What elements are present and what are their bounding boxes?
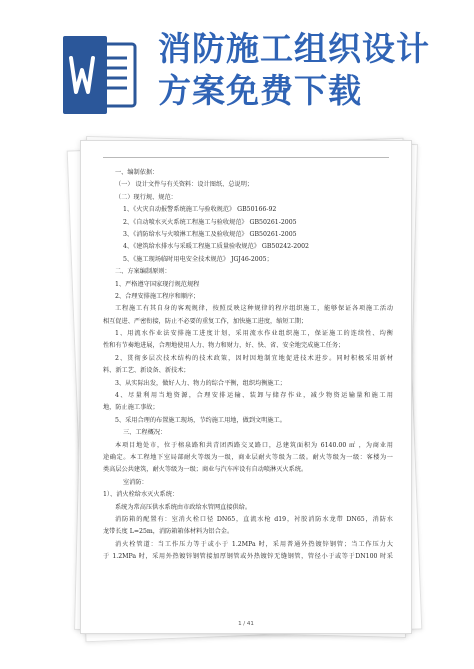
- document-line: （二）现行规、规范：: [115, 193, 177, 201]
- word-document-icon: [63, 36, 137, 114]
- document-line: 性和有节奏地进展，合理地使用人力、物力和财力，好、快、省、安全地完成施工任务；: [103, 342, 345, 350]
- banner-title: [158, 28, 458, 112]
- document-line: 系统为常高压供水系统由市政给水管网直接供给。: [115, 503, 252, 511]
- document-line: 5、采用合理的布置施工现场，节约施工用地，做到文明施工。: [115, 416, 286, 424]
- document-line: 类高层公共建筑，耐火等级为一级；商业与汽车库设有自动喷淋灭火系统。: [103, 466, 308, 474]
- header-rule: [103, 157, 389, 158]
- document-line: 一、编制依据：: [115, 169, 159, 176]
- document-line: 消火栓管道：当工作压力等于或小于 1.2MPa 时，采用普通外热镀锌钢管；当工作压力大: [115, 540, 393, 548]
- document-line: 3、《消防给水与火喷淋工程施工及验收规范》 GB50261-2005: [123, 230, 297, 238]
- document-body: [103, 167, 393, 564]
- document-line: 5、《施工现场临时用电安全技术规范》 JGJ46-2005；: [123, 255, 273, 263]
- download-banner: [0, 0, 474, 140]
- document-line: 1、严格遵守国家现行规范规程: [115, 280, 200, 288]
- document-line: 二、方案编制原则：: [115, 268, 171, 276]
- document-line: 4、尽量利用当地资源，合理安排运输、装卸与储存作业，减少物资运输量和施工用: [115, 392, 393, 400]
- document-line: 本项目地处市，位于榕泉路和共青团西路交叉路口，总建筑面积为 6140.00 ㎡ ，为商业用: [115, 441, 393, 449]
- banner-title-line-2: 方案免费下载: [158, 71, 362, 110]
- document-line: 龙带长度 L=25m，消防箱箱体材料为铝合金。: [103, 528, 234, 536]
- document-line: 于 1.2MPa 时，采用外热镀锌钢管接加厚钢管或外热镀锌无缝钢管，管径小于或等于DN100 时采: [103, 553, 393, 561]
- document-line: 工程施工有其自身的客观规律，按照反映这种规律的程序组织施工，能够保证各项施工活动: [115, 305, 393, 313]
- document-line: 3、从实际出发，做好人力、物力的综合平衡，组织均衡施工；: [115, 379, 286, 387]
- document-line: 途确定。本工程地下室局部耐火等级为一级，商业层耐火等级为二级。耐火等级为一级：客楼为一: [103, 453, 393, 461]
- document-page: [80, 140, 412, 634]
- document-line: 4、《建筑给水排水与采暖工程施工质量验收规范》 GB50242-2002: [123, 243, 309, 251]
- document-line: 地，防止施工事故；: [103, 404, 159, 412]
- document-line: 2、贯彻多层次技术结构的技术政策，因时因地制宜地促进技术进步。同时积极采用新材: [115, 354, 393, 362]
- document-line: 三、工程概况：: [123, 429, 167, 437]
- document-line: 相互促进、严密衔接，防止不必要的重复工作，加快施工进度，缩短工期；: [103, 317, 308, 325]
- banner-title-line-1: 消防施工组织设计: [158, 29, 430, 68]
- document-line: 室消防：: [123, 478, 148, 486]
- document-line: 消防箱的配置有：室消火栓口径 DN65，直流水枪 d19，衬胶消防水龙带 DN65，消防水: [115, 515, 393, 523]
- document-line: 1、用流水作业法安排施工进度计划，采用流水作业组织施工，保证施工的连续性、均衡: [115, 330, 393, 338]
- document-line: 1）、消火栓给水灭火系统：: [103, 491, 179, 499]
- document-line: 2、《自动喷水灭火系统工程施工与验收规范》 GB50261-2005: [123, 218, 297, 226]
- document-line: 2、合理安排施工程序和顺序；: [115, 292, 200, 300]
- document-line: 1、《火灾自动报警系统施工与验收规范》 GB50166-92: [123, 206, 277, 214]
- document-line: （一） 设计文件与有关资料：设计图纸、总说明；: [115, 181, 254, 189]
- document-line: 料、新工艺、新设备、新技术；: [103, 367, 190, 375]
- page-indicator: 1 / 41: [238, 621, 254, 627]
